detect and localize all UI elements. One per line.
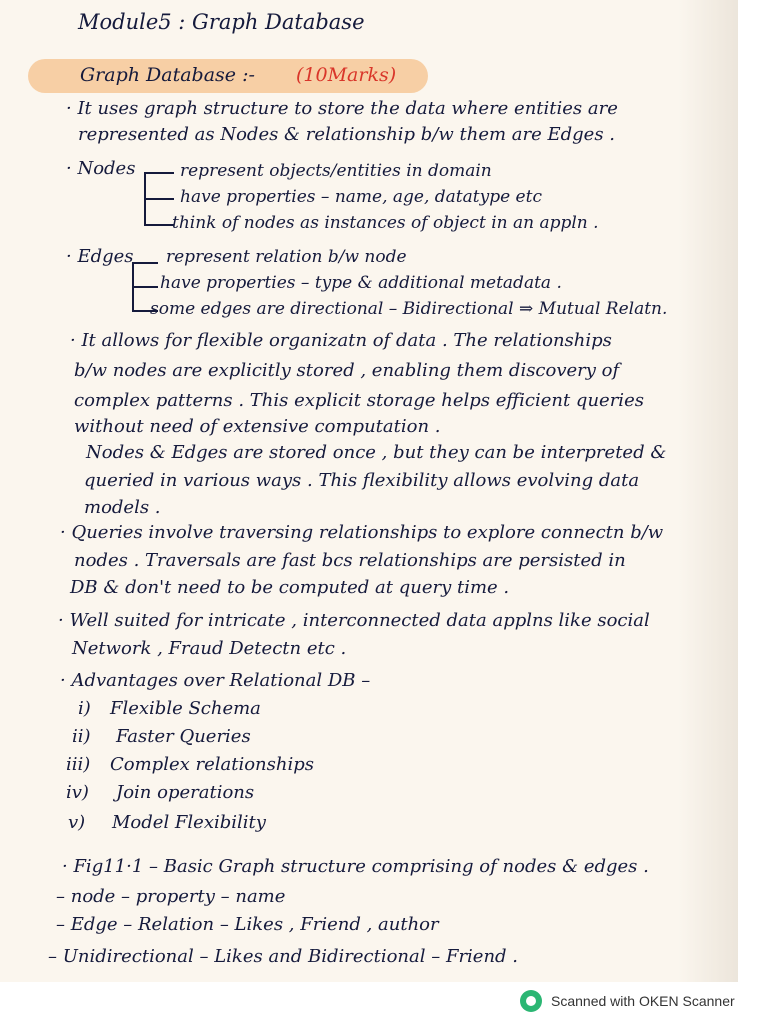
advantage-3: Complex relationships xyxy=(110,754,314,775)
advantage-num-5: v) xyxy=(68,812,86,833)
figure-line4: – Unidirectional – Likes and Bidirectional – Friend . xyxy=(48,946,519,967)
advantage-num-1: i) xyxy=(78,698,91,719)
para4-line1: · Queries involve traversing relationships to explore connectn b/w xyxy=(60,522,664,543)
figure-line3: – Edge – Relation – Likes , Friend , author xyxy=(56,914,439,935)
figure-line1: · Fig11·1 – Basic Graph structure comprising of nodes & edges . xyxy=(62,856,649,877)
para1-line1: · It uses graph structure to store the data where entities are xyxy=(66,98,618,119)
advantage-num-4: iv) xyxy=(66,782,89,803)
para3-line4: without need of extensive computation . xyxy=(74,416,441,437)
module-heading: Module5 : Graph Database xyxy=(78,10,365,34)
para3-line2: b/w nodes are explicitly stored , enabling them discovery of xyxy=(74,360,620,381)
para5-line1: · Well suited for intricate , interconnected data applns like social xyxy=(58,610,650,631)
advantage-4: Join operations xyxy=(116,782,255,803)
edges-item-1: represent relation b/w node xyxy=(166,247,407,267)
figure-line2: – node – property – name xyxy=(56,886,286,907)
marks-label: (10Marks) xyxy=(296,64,397,86)
para4-line2: nodes . Traversals are fast bcs relationships are persisted in xyxy=(74,550,626,571)
oken-logo-icon xyxy=(520,990,542,1012)
para5-line2: Network , Fraud Detectn etc . xyxy=(72,638,347,659)
scanner-watermark xyxy=(520,988,735,1014)
para4-line3: DB & don't need to be computed at query time . xyxy=(70,577,510,598)
advantage-2: Faster Queries xyxy=(116,726,251,747)
edges-item-2: have properties – type & additional metadata . xyxy=(160,273,562,293)
para3-line7: models . xyxy=(84,497,161,518)
advantage-num-2: ii) xyxy=(72,726,91,747)
scanner-text: Scanned with OKEN Scanner xyxy=(551,993,735,1009)
nodes-label: · Nodes xyxy=(66,158,136,179)
advantage-num-3: iii) xyxy=(66,754,91,775)
section-title: Graph Database :- xyxy=(80,64,255,86)
advantage-5: Model Flexibility xyxy=(112,812,266,833)
advantages-title: · Advantages over Relational DB – xyxy=(60,670,371,691)
para3-line3: complex patterns . This explicit storage helps efficient queries xyxy=(74,390,644,411)
para3-line6: queried in various ways . This flexibility allows evolving data xyxy=(84,470,640,491)
para3-line5: Nodes & Edges are stored once , but they can be interpreted & xyxy=(86,442,667,463)
para3-line1: · It allows for flexible organizatn of data . The relationships xyxy=(70,330,612,351)
edges-label: · Edges xyxy=(66,246,134,267)
para1-line2: represented as Nodes & relationship b/w them are Edges . xyxy=(78,124,616,145)
nodes-item-1: represent objects/entities in domain xyxy=(180,161,492,181)
nodes-item-3: think of nodes as instances of object in an appln . xyxy=(172,213,599,233)
nodes-item-2: have properties – name, age, datatype etc xyxy=(180,187,542,207)
advantage-1: Flexible Schema xyxy=(110,698,261,719)
edges-item-3: some edges are directional – Bidirectional ⇒ Mutual Relatn. xyxy=(150,299,668,319)
